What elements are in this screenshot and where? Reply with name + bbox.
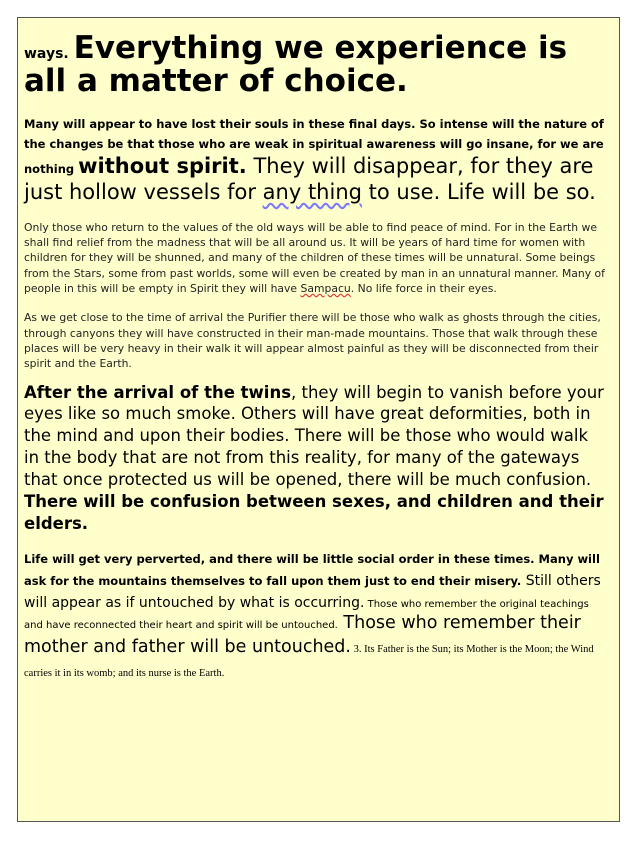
spellcheck-word: any thing [262,180,362,205]
old-ways-text-a: Only those who return to the values of the old ways will be able to find peace of mind. For in the Earth we shall find relief from the madness that will be all around us. It will be years of hard time for women with children for they will be shunned, and many of the children of these times will be unnatural. Some beings from the Stars, some from past worlds, some will even be created by man in an unnatural manner. Many of people in this will be empty in Spirit they will have [24,220,605,295]
twins-bold-a: After the arrival of the twins [24,382,292,402]
twins-bold-b: There will be confusion between sexes, and children and their elders. [24,492,604,534]
bold-big-text: without spirit. [78,154,247,179]
paragraph-choice [24,32,608,97]
normal-text-a: They will disappear, for they are just hollow vessels for [24,154,594,205]
perverted-medium: Still others will appear as if untouched by what is occurring. [24,572,601,611]
bold-small-text: Many will appear to have lost their souls in these final days. So intense will the nature of the changes be that those who are weak in spiritual awareness will go insane, for we are nothing [24,117,604,177]
paragraph-perverted [24,547,608,681]
old-ways-text-b: . No life force in their eyes. [350,281,497,295]
paragraph-purifier: As we get close to the time of arrival the Purifier there will be those who walk as ghosts through the cities, through canyons they will have constructed in their man-made mountains. Those that walk through these places will be very heavy in their walk it will appear almost painful as they will be disconnected from their spirit and the Earth. [24,311,601,371]
perverted-bold: Life will get very perverted, and there will be little social order in these times. Many will ask for the mountains themselves to fall upon them just to end their misery. [24,552,600,588]
twins-normal: , they will begin to vanish before your eyes like so much smoke. Others will have great deformities, both in the mind and upon their bodies. There will be those who would walk in the body that are not from this reality, for many of the gateways that once protected us will be opened, there will be much confusion. [24,382,604,490]
paragraph-twins [24,382,608,536]
perverted-serif: 3. Its Father is the Sun; its Mother is the Moon; the Wind carries it in its womb; and its nurse is the Earth. [24,644,594,679]
perverted-large: Those who remember their mother and father will be untouched. [24,613,581,658]
headline-text: Everything we experience is all a matter of choice. [24,30,568,99]
spellcheck-word-sampacu: Sampacu [300,281,351,295]
lead-text: ways. [24,46,74,62]
perverted-small: Those who remember the original teachings and have reconnected their heart and spirit will be untouched. [24,598,589,632]
paragraph-old-ways [24,220,608,297]
paragraph-lost-souls [24,113,608,206]
document-page [17,17,620,822]
normal-text-b: to use. Life will be so. [361,180,596,205]
